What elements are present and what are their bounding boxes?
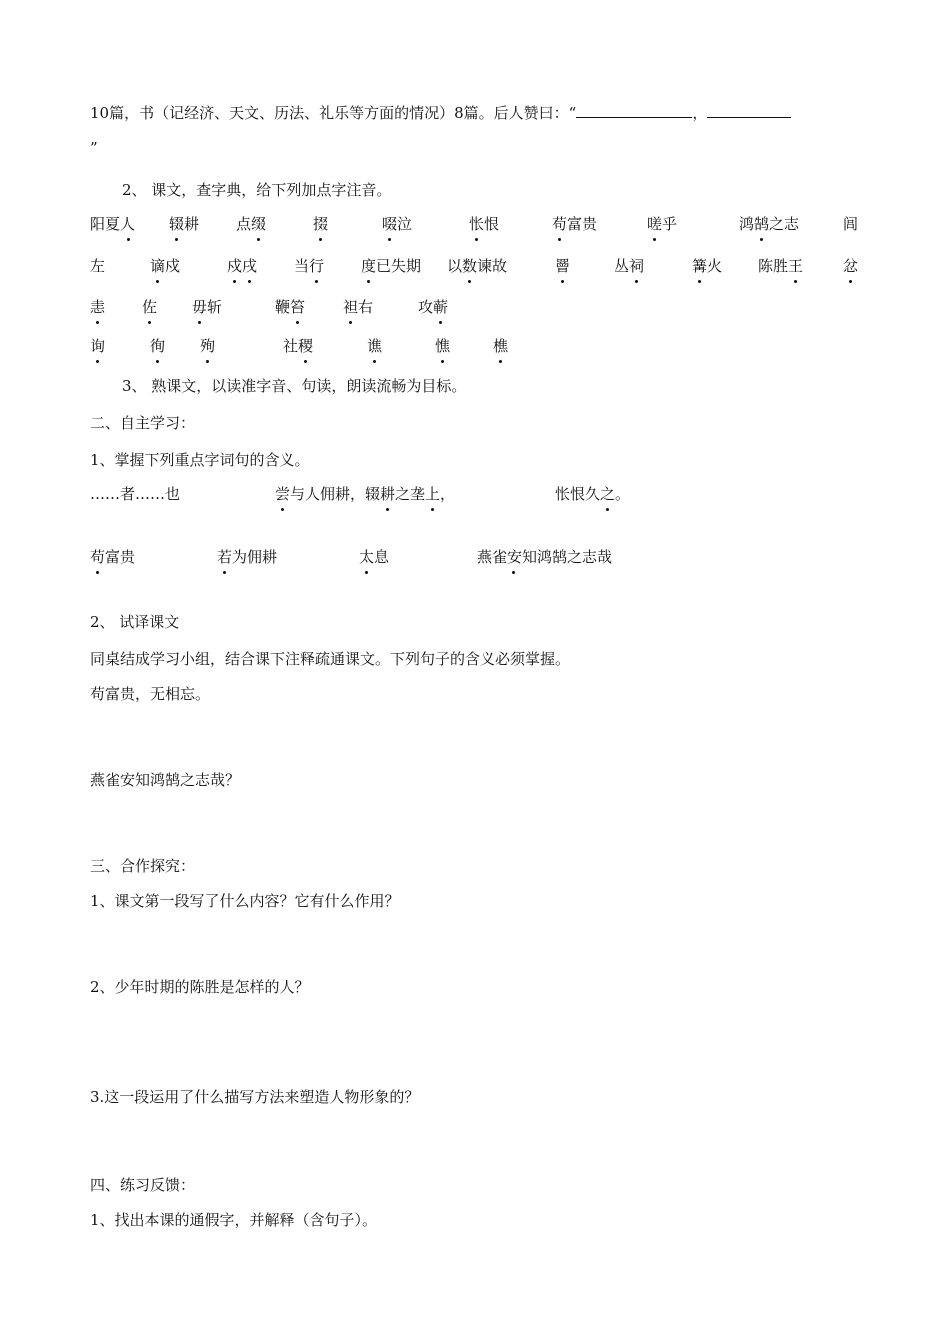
- emphasis-dot: [439, 321, 442, 324]
- emphasis-dot: [96, 360, 99, 363]
- emphasis-dot: [468, 280, 471, 283]
- emphasis-dot: [127, 238, 130, 241]
- section-heading-practice: 四、练习反馈：: [90, 1176, 196, 1194]
- term-item: 若为佣耕: [217, 547, 277, 567]
- emphasis-dot: [148, 321, 151, 324]
- word-item: 忿: [843, 256, 858, 276]
- translate-sentence-1: 苟富贵，无相忘。: [90, 685, 211, 703]
- intro-line: [90, 103, 791, 123]
- word-item: 佐: [142, 297, 157, 317]
- emphasis-dot: [304, 360, 307, 363]
- word-item: 憔: [435, 336, 450, 356]
- section-heading-self-study: 二、自主学习：: [90, 414, 196, 432]
- emphasis-dot: [175, 238, 178, 241]
- emphasis-dot: [441, 360, 444, 363]
- word-item: 毋斩: [192, 297, 222, 317]
- emphasis-dot: [431, 508, 434, 511]
- emphasis-dot: [319, 238, 322, 241]
- word-item: 鸿鹄之志: [739, 214, 799, 234]
- answer-blank-2[interactable]: [707, 103, 791, 118]
- emphasis-dot: [206, 360, 209, 363]
- word-item: 篝火: [692, 256, 722, 276]
- emphasis-dot: [367, 280, 370, 283]
- answer-blank-1[interactable]: [576, 103, 692, 118]
- word-item: 鞭笞: [275, 297, 305, 317]
- emphasis-dot: [257, 238, 260, 241]
- emphasis-dot: [760, 238, 763, 241]
- word-item: 阳夏人: [90, 214, 135, 234]
- word-item: 左: [90, 257, 106, 275]
- translate-instructions: 同桌结成学习小组，结合课下注释疏通课文。下列句子的含义必须掌握。: [90, 650, 571, 668]
- emphasis-dot: [296, 321, 299, 324]
- emphasis-dot: [156, 360, 159, 363]
- emphasis-dot: [156, 280, 159, 283]
- word-item: 当行: [294, 256, 324, 276]
- emphasis-dot: [475, 238, 478, 241]
- emphasis-dot: [386, 508, 389, 511]
- emphasis-dot: [365, 571, 368, 574]
- emphasis-dot: [558, 238, 561, 241]
- word-item: 陈胜王: [758, 256, 803, 276]
- word-item: 恚: [90, 297, 105, 317]
- emphasis-dot: [349, 321, 352, 324]
- word-item: 袒右: [343, 297, 373, 317]
- word-item: 攻蕲: [418, 297, 448, 317]
- emphasis-dot: [373, 360, 376, 363]
- word-item: 嗟乎: [647, 214, 677, 234]
- word-item: 怅恨: [469, 214, 499, 234]
- word-item: 辍耕: [169, 214, 199, 234]
- term-item: 太息: [359, 547, 389, 567]
- word-item: 啜泣: [382, 214, 412, 234]
- term-item: 尝与人佣耕，辍耕之垄上，: [275, 484, 455, 504]
- emphasis-dot: [233, 280, 236, 283]
- word-item: 以数谏故: [447, 256, 507, 276]
- emphasis-dot: [653, 238, 656, 241]
- term-item: 燕雀安知鸿鹄之志哉: [477, 547, 612, 567]
- emphasis-dot: [635, 280, 638, 283]
- intro-comma: ，: [692, 104, 708, 122]
- explore-question-3: 3.这一段运用了什么描写方法来塑造人物形象的？: [90, 1088, 420, 1106]
- emphasis-dot: [606, 508, 609, 511]
- emphasis-dot: [794, 280, 797, 283]
- emphasis-dot: [849, 280, 852, 283]
- emphasis-dot: [512, 571, 515, 574]
- word-item: 樵: [493, 336, 508, 356]
- word-item: 丛祠: [614, 256, 644, 276]
- emphasis-dot: [281, 508, 284, 511]
- explore-question-1: 1、课文第一段写了什么内容？它有什么作用？: [90, 892, 400, 910]
- term-item: 怅恨久之。: [555, 484, 630, 504]
- word-item: 罾: [555, 256, 570, 276]
- word-item: 询: [90, 336, 105, 356]
- translate-heading: 2、 试译课文: [90, 613, 180, 631]
- word-item: 度已失期: [361, 256, 421, 276]
- phonetic-question: 2、 课文，查字典，给下列加点字注音。: [122, 181, 392, 199]
- word-item: 戍戌: [227, 256, 257, 276]
- emphasis-dot: [96, 321, 99, 324]
- emphasis-dot: [198, 321, 201, 324]
- term-item: 苟富贵: [90, 547, 135, 567]
- reading-question: 3、 熟课文，以读准字音、句读，朗读流畅为目标。: [122, 377, 467, 395]
- section-heading-cooperative: 三、合作探究：: [90, 857, 196, 875]
- emphasis-dot: [561, 280, 564, 283]
- emphasis-dot: [388, 238, 391, 241]
- emphasis-dot: [248, 280, 251, 283]
- practice-question-1: 1、找出本课的通假字，并解释（含句子）。: [90, 1211, 378, 1229]
- emphasis-dot: [499, 360, 502, 363]
- explore-question-2: 2、少年时期的陈胜是怎样的人？: [90, 978, 310, 996]
- word-item: 苟富贵: [552, 214, 597, 234]
- emphasis-dot: [315, 280, 318, 283]
- word-item: 谪戍: [150, 256, 180, 276]
- term-item: ……者……也: [90, 485, 181, 503]
- emphasis-dot: [223, 571, 226, 574]
- word-item: 徇: [150, 336, 165, 356]
- word-item: 殉: [200, 336, 215, 356]
- emphasis-dot: [96, 571, 99, 574]
- translate-sentence-2: 燕雀安知鸿鹄之志哉？: [90, 771, 241, 789]
- word-item: 掇: [313, 214, 328, 234]
- intro-text: 10篇，书（记经济、天文、历法、礼乐等方面的情况）8篇。后人赞曰：“: [90, 104, 577, 122]
- word-item: 谯: [367, 336, 382, 356]
- intro-close-quote: ”: [90, 139, 98, 157]
- word-item: 闾: [843, 215, 859, 233]
- meaning-question: 1、掌握下列重点字词句的含义。: [90, 451, 310, 469]
- word-item: 社稷: [283, 336, 313, 356]
- word-item: 点缀: [236, 214, 266, 234]
- emphasis-dot: [698, 280, 701, 283]
